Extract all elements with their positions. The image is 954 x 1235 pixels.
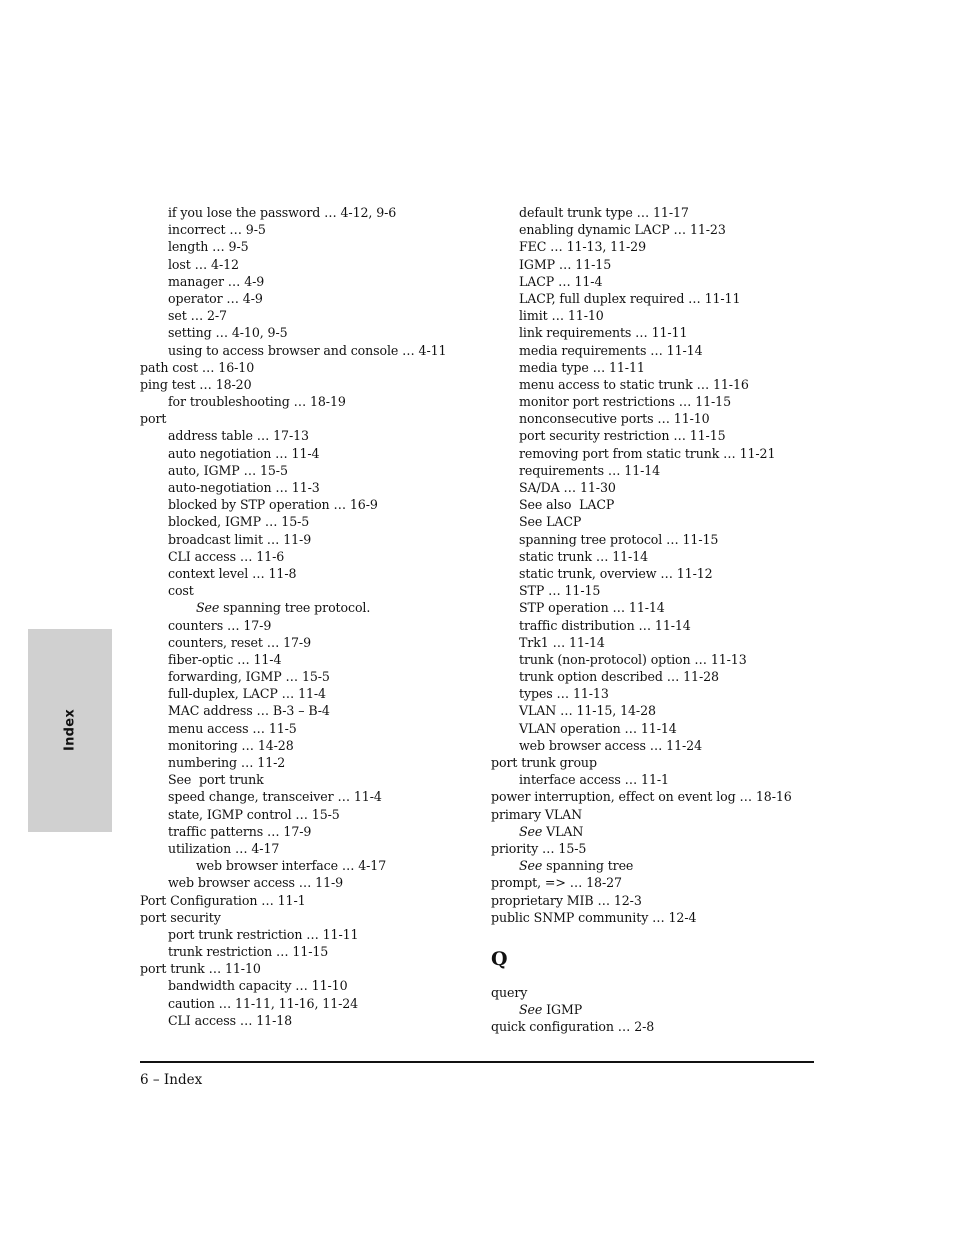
index-entry (491, 479, 821, 496)
index-entry-text: utilization … 4-17 (168, 840, 280, 856)
index-entry-text: fiber-optic … 11-4 (168, 651, 282, 667)
index-entry (491, 342, 821, 359)
index-entry-text: cost (168, 583, 194, 599)
index-entry (140, 376, 510, 393)
index-entry (140, 617, 510, 634)
index-entry-text: monitor port restrictions … 11-15 (519, 394, 732, 410)
index-entry-text: port trunk … 11-10 (140, 961, 261, 977)
index-entry (491, 771, 821, 788)
index-entry (140, 737, 510, 754)
index-entry (491, 840, 821, 857)
index-entry-text: context level … 11-8 (168, 565, 297, 581)
index-entry-text: types … 11-13 (519, 686, 609, 702)
index-entry (491, 874, 821, 891)
index-entry (491, 909, 821, 926)
index-entry-text: LACP, full duplex required … 11-11 (519, 290, 741, 306)
index-entry (140, 342, 510, 359)
index-entry-text: trunk (non-protocol) option … 11-13 (519, 651, 747, 667)
index-entry (140, 204, 510, 221)
index-entry (491, 531, 821, 548)
index-entry-text: See also LACP (519, 497, 615, 513)
index-entry-text: forwarding, IGMP … 15-5 (168, 669, 330, 685)
index-entry-text: counters, reset … 17-9 (168, 634, 312, 650)
index-entry (140, 754, 510, 771)
index-entry-text: LACP … 11-4 (519, 273, 603, 289)
index-entry-text: auto negotiation … 11-4 (168, 445, 320, 461)
index-entry (140, 393, 510, 410)
index-entry (491, 788, 821, 805)
index-entry-text: VLAN (542, 823, 584, 839)
index-entry (491, 256, 821, 273)
index-entry-text: trunk option described … 11-28 (519, 669, 719, 685)
index-entry (491, 892, 821, 909)
index-entry (140, 685, 510, 702)
index-entry (140, 823, 510, 840)
index-entry (491, 221, 821, 238)
index-entry-text: STP … 11-15 (519, 583, 601, 599)
see-reference-label: See (519, 858, 543, 874)
index-entry (491, 599, 821, 616)
index-entry (491, 238, 821, 255)
index-entry (140, 427, 510, 444)
index-entry (140, 720, 510, 737)
index-entry-text: length … 9-5 (168, 239, 249, 255)
index-entry (140, 977, 510, 994)
index-entry-text: web browser access … 11-9 (168, 875, 344, 891)
index-entry (491, 685, 821, 702)
index-entry (491, 1001, 821, 1018)
index-entry-text: speed change, transceiver … 11-4 (168, 789, 382, 805)
index-entry-text: set … 2-7 (168, 308, 227, 324)
index-column-right (491, 204, 821, 1035)
index-entry (491, 290, 821, 307)
index-entry (140, 479, 510, 496)
index-entry (491, 754, 821, 771)
index-entry (491, 548, 821, 565)
index-entry-text: traffic patterns … 17-9 (168, 823, 312, 839)
index-entry (140, 599, 510, 616)
index-entry-text: bandwidth capacity … 11-10 (168, 978, 348, 994)
index-entry-text: counters … 17-9 (168, 617, 272, 633)
index-entry-text: lost … 4-12 (168, 256, 239, 272)
index-entry-text: spanning tree protocol … 11-15 (519, 531, 719, 547)
see-reference-label: See (519, 1002, 543, 1018)
index-entry (491, 668, 821, 685)
index-entry-text: interface access … 11-1 (519, 772, 669, 788)
index-entry-text: address table … 17-13 (168, 428, 309, 444)
index-entry (491, 857, 821, 874)
index-entry-text: Trk1 … 11-14 (519, 634, 605, 650)
index-entry (140, 960, 510, 977)
index-entry-text: setting … 4-10, 9-5 (168, 325, 288, 341)
index-entry-text: VLAN operation … 11-14 (519, 720, 677, 736)
index-entry-text: menu access … 11-5 (168, 720, 297, 736)
index-entry-text: limit … 11-10 (519, 308, 604, 324)
see-reference-label: See (519, 823, 543, 839)
index-entry-text: blocked, IGMP … 15-5 (168, 514, 310, 530)
index-entry (140, 582, 510, 599)
index-entry (140, 995, 510, 1012)
index-entry-text: prompt, => … 18-27 (491, 875, 622, 891)
index-entry-text: priority … 15-5 (491, 840, 587, 856)
index-entry-text: if you lose the password … 4-12, 9-6 (168, 205, 397, 220)
index-entry (140, 771, 510, 788)
index-entry (491, 427, 821, 444)
index-entry-text: spanning tree (542, 858, 634, 874)
index-entry-text: static trunk … 11-14 (519, 548, 649, 564)
index-entry (491, 565, 821, 582)
index-entry-text: operator … 4-9 (168, 290, 263, 306)
index-entry-text: media requirements … 11-14 (519, 342, 703, 358)
index-entry (140, 410, 510, 427)
index-entry-text: See port trunk (168, 772, 264, 788)
index-entry (491, 410, 821, 427)
index-entry (491, 823, 821, 840)
index-entry (491, 634, 821, 651)
index-entry-text: caution … 11-11, 11-16, 11-24 (168, 995, 359, 1011)
index-column-left (140, 204, 510, 1029)
index-entry (140, 634, 510, 651)
index-entry-text: query (491, 984, 528, 1000)
index-entry (140, 1012, 510, 1029)
side-index-tab-label: Index (62, 708, 78, 752)
index-entry (491, 204, 821, 221)
index-entry-text: CLI access … 11-18 (168, 1012, 293, 1028)
index-entry-text: Port Configuration … 11-1 (140, 892, 306, 908)
index-entry (140, 702, 510, 719)
index-entry-text: web browser access … 11-24 (519, 737, 702, 753)
index-entry-text: MAC address … B-3 – B-4 (168, 703, 330, 719)
index-entry-text: static trunk, overview … 11-12 (519, 565, 713, 581)
index-entry-text: traffic distribution … 11-14 (519, 617, 691, 633)
index-entry-text: port security (140, 909, 221, 925)
index-entry-text: monitoring … 14-28 (168, 737, 294, 753)
index-entry (140, 806, 510, 823)
index-entry (491, 582, 821, 599)
index-entry-text: web browser interface … 4-17 (196, 858, 387, 874)
index-entry (140, 874, 510, 891)
index-entry-text: port (140, 411, 167, 427)
index-entry-text: broadcast limit … 11-9 (168, 531, 312, 547)
index-entry-text: IGMP (542, 1002, 583, 1018)
see-reference-label: See (196, 600, 220, 616)
index-entry-text: port trunk group (491, 755, 597, 770)
index-entry (491, 617, 821, 634)
index-entry (491, 737, 821, 754)
index-entry-text: path cost … 16-10 (140, 359, 255, 375)
index-entry (491, 462, 821, 479)
index-entry (491, 359, 821, 376)
index-entry-text: spanning tree protocol. (219, 600, 371, 616)
index-entry-text: manager … 4-9 (168, 273, 265, 289)
index-entry-text: link requirements … 11-11 (519, 325, 688, 341)
index-entry (140, 496, 510, 513)
index-entry-text: incorrect … 9-5 (168, 222, 266, 238)
index-entry (491, 702, 821, 719)
index-entry-text: full-duplex, LACP … 11-4 (168, 686, 326, 702)
index-entry (491, 720, 821, 737)
index-entry (491, 445, 821, 462)
index-entry-text: auto-negotiation … 11-3 (168, 480, 320, 495)
index-entry (140, 788, 510, 805)
index-entry-text: CLI access … 11-6 (168, 548, 285, 564)
index-entry-text: media type … 11-11 (519, 359, 645, 375)
index-entry (140, 359, 510, 376)
index-entry-text: port security restriction … 11-15 (519, 428, 726, 444)
index-entry-text: removing port from static trunk … 11-21 (519, 445, 776, 461)
index-entry (140, 221, 510, 238)
index-entry (491, 324, 821, 341)
index-entry-text: menu access to static trunk … 11-16 (519, 376, 749, 392)
index-entry-text: requirements … 11-14 (519, 462, 661, 478)
index-entry (491, 496, 821, 513)
index-entry-text: for troubleshooting … 18-19 (168, 394, 346, 410)
index-entry (140, 290, 510, 307)
index-entry-text: IGMP … 11-15 (519, 256, 612, 272)
index-entry (140, 943, 510, 960)
index-entry-text: ping test … 18-20 (140, 376, 252, 392)
index-entry-text: numbering … 11-2 (168, 755, 286, 770)
index-entry (491, 393, 821, 410)
index-entry-text: quick configuration … 2-8 (491, 1019, 655, 1035)
index-entry (140, 513, 510, 530)
page-footer-label: 6 – Index (140, 1072, 203, 1088)
index-entry-text: See LACP (519, 514, 582, 530)
index-entry (140, 256, 510, 273)
index-entry-text: primary VLAN (491, 806, 583, 822)
index-entry-text: default trunk type … 11-17 (519, 205, 689, 220)
index-entry (140, 324, 510, 341)
index-entry-text: public SNMP community … 12-4 (491, 909, 697, 925)
index-entry (491, 307, 821, 324)
index-entry (140, 238, 510, 255)
index-entry (140, 840, 510, 857)
index-entry (140, 445, 510, 462)
index-entry (491, 984, 821, 1001)
index-entry (140, 926, 510, 943)
index-entry-text: enabling dynamic LACP … 11-23 (519, 222, 726, 238)
index-entry (491, 806, 821, 823)
index-entry (140, 651, 510, 668)
index-entry-text: trunk restriction … 11-15 (168, 944, 329, 960)
footer-rule (140, 1061, 814, 1063)
index-entry (140, 565, 510, 582)
index-entry-text: state, IGMP control … 15-5 (168, 806, 340, 822)
index-entry-text: port trunk restriction … 11-11 (168, 926, 359, 942)
index-entry-text: auto, IGMP … 15-5 (168, 462, 288, 478)
index-entry-text: FEC … 11-13, 11-29 (519, 239, 646, 255)
index-entry-text: SA/DA … 11-30 (519, 480, 616, 495)
index-entry (140, 307, 510, 324)
index-entry-text: VLAN … 11-15, 14-28 (519, 703, 656, 719)
index-entry (140, 531, 510, 548)
index-entry-text: using to access browser and console … 4-11 (168, 342, 447, 358)
index-entry (140, 273, 510, 290)
index-entry (140, 548, 510, 565)
index-entry (491, 513, 821, 530)
index-entry-text: nonconsecutive ports … 11-10 (519, 411, 710, 427)
index-entry (491, 651, 821, 668)
index-entry (140, 909, 510, 926)
index-entry (140, 462, 510, 479)
index-entry (491, 376, 821, 393)
index-entry-text: power interruption, effect on event log … 18-16 (491, 789, 792, 805)
index-entry (491, 273, 821, 290)
index-entry (140, 857, 510, 874)
index-entry-text: proprietary MIB … 12-3 (491, 892, 642, 908)
index-entry (491, 1018, 821, 1035)
index-entry-text: STP operation … 11-14 (519, 600, 665, 616)
index-entry (140, 892, 510, 909)
index-entry (140, 668, 510, 685)
index-section-letter: Q (491, 947, 508, 970)
index-entry-text: blocked by STP operation … 16-9 (168, 497, 378, 513)
